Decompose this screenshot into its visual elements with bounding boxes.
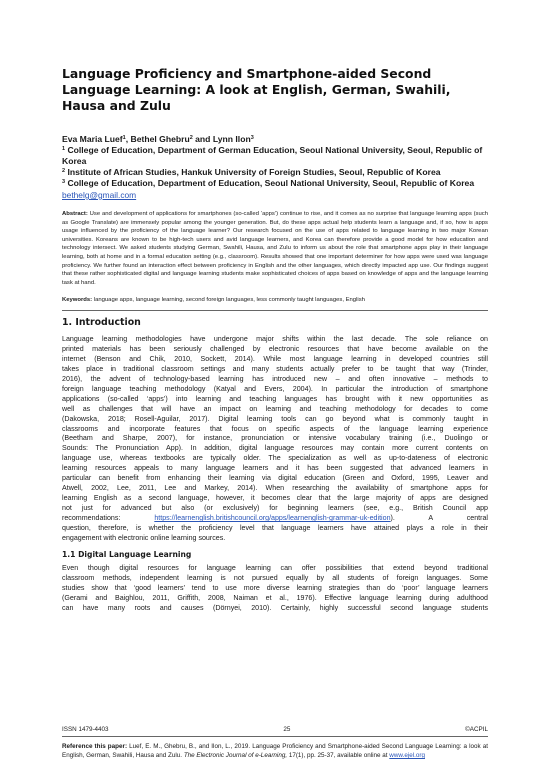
reference-text: Luef, E. M., Ghebru, B., and Ilon, L., 2019. Language Proficiency and Smartphone-aided Second Language Learning: a look at English, German, Swahili, Hausa and Zulu. <box>62 743 488 759</box>
text-line: (Dakowska, 2018; Rosell-Aguilar, 2017). Digital learning tools can go beyond what is commonly taught in <box>62 414 488 423</box>
author-name: Eva Maria Luef <box>62 134 123 144</box>
issn: ISSN 1479-4403 <box>62 726 109 733</box>
affiliation <box>62 167 488 178</box>
author-name: and Lynn Ilon <box>192 134 251 144</box>
keywords <box>62 296 488 305</box>
digital-learning-paragraph <box>62 564 488 614</box>
affiliation <box>62 145 488 167</box>
author-superscript: 3 <box>250 135 254 141</box>
paper-page <box>62 66 488 614</box>
text-line: language use, whereas textbooks are typically older. The specialization as well as up-to-dateness of electronic <box>62 454 488 463</box>
reference-label: Reference this paper: <box>62 743 128 750</box>
subsection-heading-digital-language-learning: 1.1 Digital Language Learning <box>62 549 192 559</box>
text-line: well as challenges that will have an impact on learning and teaching methodology for decades to come <box>62 404 488 413</box>
affiliation-text: College of Education, Department of German Education, Seoul National University, Seoul, Republic of Korea <box>62 145 483 166</box>
text-line: classrooms and incorporate features that focus on specific aspects of the language learning experience <box>62 424 488 433</box>
text-line: Even though digital resources for language learning can offer possibilities that extend beyond traditional <box>62 563 488 572</box>
text-line: Atwell, 2002, Lee, 2011, Lee and Markey, 2014). When researching the availability of smartphone apps for <box>62 484 488 493</box>
journal-name: The Electronic Journal of e-Learning, <box>183 752 288 759</box>
author-email-link[interactable]: bethelg@gmail.com <box>62 190 137 200</box>
keywords-text: language apps, language learning, second foreign languages, less commonly taught languages, English <box>92 297 365 304</box>
text-line: learning resources appeals to many language learners and it has been suggested that advanced learners in <box>62 464 488 473</box>
author-name: , Bethel Ghebru <box>125 134 190 144</box>
text-line: printed materials has been seriously challenged by electronic resources that have become available on the <box>62 344 488 353</box>
journal-website-link[interactable]: www.ejel.org <box>389 752 425 759</box>
affiliation-number: 1 <box>62 146 66 152</box>
text-line: learning English as a second language, however, it becomes clear that the large majority of apps are designed <box>62 494 488 503</box>
affiliation-number: 3 <box>62 179 66 185</box>
affiliation-number: 2 <box>62 168 66 174</box>
footer-row <box>62 725 488 737</box>
text-fragment: recommendations: <box>62 514 121 523</box>
text-line: (Beetham and Sharpe, 2007), for instance, pronunciation or intensive vocabulary training (i.e., Duolingo or <box>62 434 488 443</box>
affiliation-text: College of Education, Department of Education, Seoul National University, Seoul, Republic of Korea <box>65 178 475 188</box>
text-line: not just for advanced but also (or exclusively) for beginning learners (see, e.g., British Council app <box>62 504 488 513</box>
text-line: applications (so-called ‘apps’) into learning and teaching languages has brought with it new opportunities as <box>62 394 488 403</box>
text-line: can have many roots and causes (Dörnyei, 2010). Certainly, highly successful second language students <box>62 603 488 612</box>
introduction-paragraph <box>62 335 488 544</box>
page-number: 25 <box>283 726 291 733</box>
abstract-text: Use and development of applications for smartphones (so-called ‘apps’) continue to rise, and it comes as no surprise that language learning apps (such as Google Translate) are immensely popular among the younger generation. But, do these apps actual help students learn a language and, if so, how is apps usage influenced by the proficiency of the language learner? Our research focused on the use of apps related to language learning in two major Korean universities. Koreans are known to be high-tech users and avid language learners, and Korea can therefore provide a good model for how education and technology intersect. We asked students studying German, Swahili, Hausa, and Zulu to inform us about the role that smartphone apps play in their language learning, both at home and in a formal education setting (e.g., classroom). Results showed that one important determiner for how apps were used was language proficiency. We further found an interaction effect between proficiency in English and the other languages, which directly impacted app use. Our findings suggest that these rather sophisticated digital and language learning students make sophisticated choices of apps based on knowledge of apps and the language learning task at hand. <box>62 211 488 286</box>
author-superscript: 1 <box>122 135 126 141</box>
page-footer <box>62 725 488 760</box>
publisher: ©ACPIL <box>465 726 488 733</box>
text-line <box>62 514 488 524</box>
british-council-app-link[interactable]: https://learnenglish.britishcouncil.org/apps/learnenglish-grammar-uk-edition <box>154 514 391 523</box>
text-line: foreign language teaching methodology (Katyal and Evers, 2004). In particular the introduction of smartphone <box>62 384 488 393</box>
text-line: engagement with electronic online learning sources. <box>62 534 226 542</box>
abstract-label: Abstract: <box>62 211 88 217</box>
author-superscript: 2 <box>189 135 193 141</box>
section-divider <box>62 310 488 311</box>
text-line: studies show that ‘good learners’ tend to use more diverse learning strategies than do ‘poor’ language learners <box>62 583 488 592</box>
text-line: 2016), the advent of technology-based learning has introduced new – and often innovative – methods to <box>62 374 488 383</box>
text-fragment: ). A central <box>390 514 488 523</box>
reference-text: 17(1), pp. 25-37, available online at <box>287 752 390 759</box>
text-line: Sounds: The Pronunciation App). In addition, digital language resources may contain more current contents on <box>62 444 488 453</box>
text-line: takes place in traditional classroom settings and many students actually prefer to be taught that way (Trinder, <box>62 364 488 373</box>
abstract <box>62 210 488 287</box>
affiliation-text: Institute of African Studies, Hankuk University of Foreign Studies, Seoul, Republic of Korea <box>65 167 441 177</box>
text-line: internet (Benson and Chik, 2010, Sockett, 2014). While most language learning in developed countries still <box>62 354 488 363</box>
text-line: question, therefore, is whether the proficiency level that language learners have attained plays a role in their <box>62 524 488 533</box>
reference-note <box>62 742 488 760</box>
text-line: particular can benefit from enhancing their learning via digital education (Green and Oxford, 1995, Leaver and <box>62 474 488 483</box>
text-line: (Gerami and Baighlou, 2011, Griffith, 2008, Naiman et al., 1976). Effective language learning during adulthood <box>62 593 488 602</box>
affiliation <box>62 178 488 189</box>
section-heading-introduction: 1. Introduction <box>62 316 141 328</box>
keywords-label: Keywords: <box>62 297 93 304</box>
author-line <box>62 134 488 145</box>
paper-title: Language Proficiency and Smartphone-aided Second Language Learning: A look at English, German, Swahili, Hausa and Zulu <box>62 66 451 113</box>
text-line: classroom methods, independent learning is not pursued equally by all students of foreign languages. Some <box>62 573 488 582</box>
text-line: Language learning methodologies have undergone major shifts within the last decade. The sole reliance on <box>62 334 488 343</box>
